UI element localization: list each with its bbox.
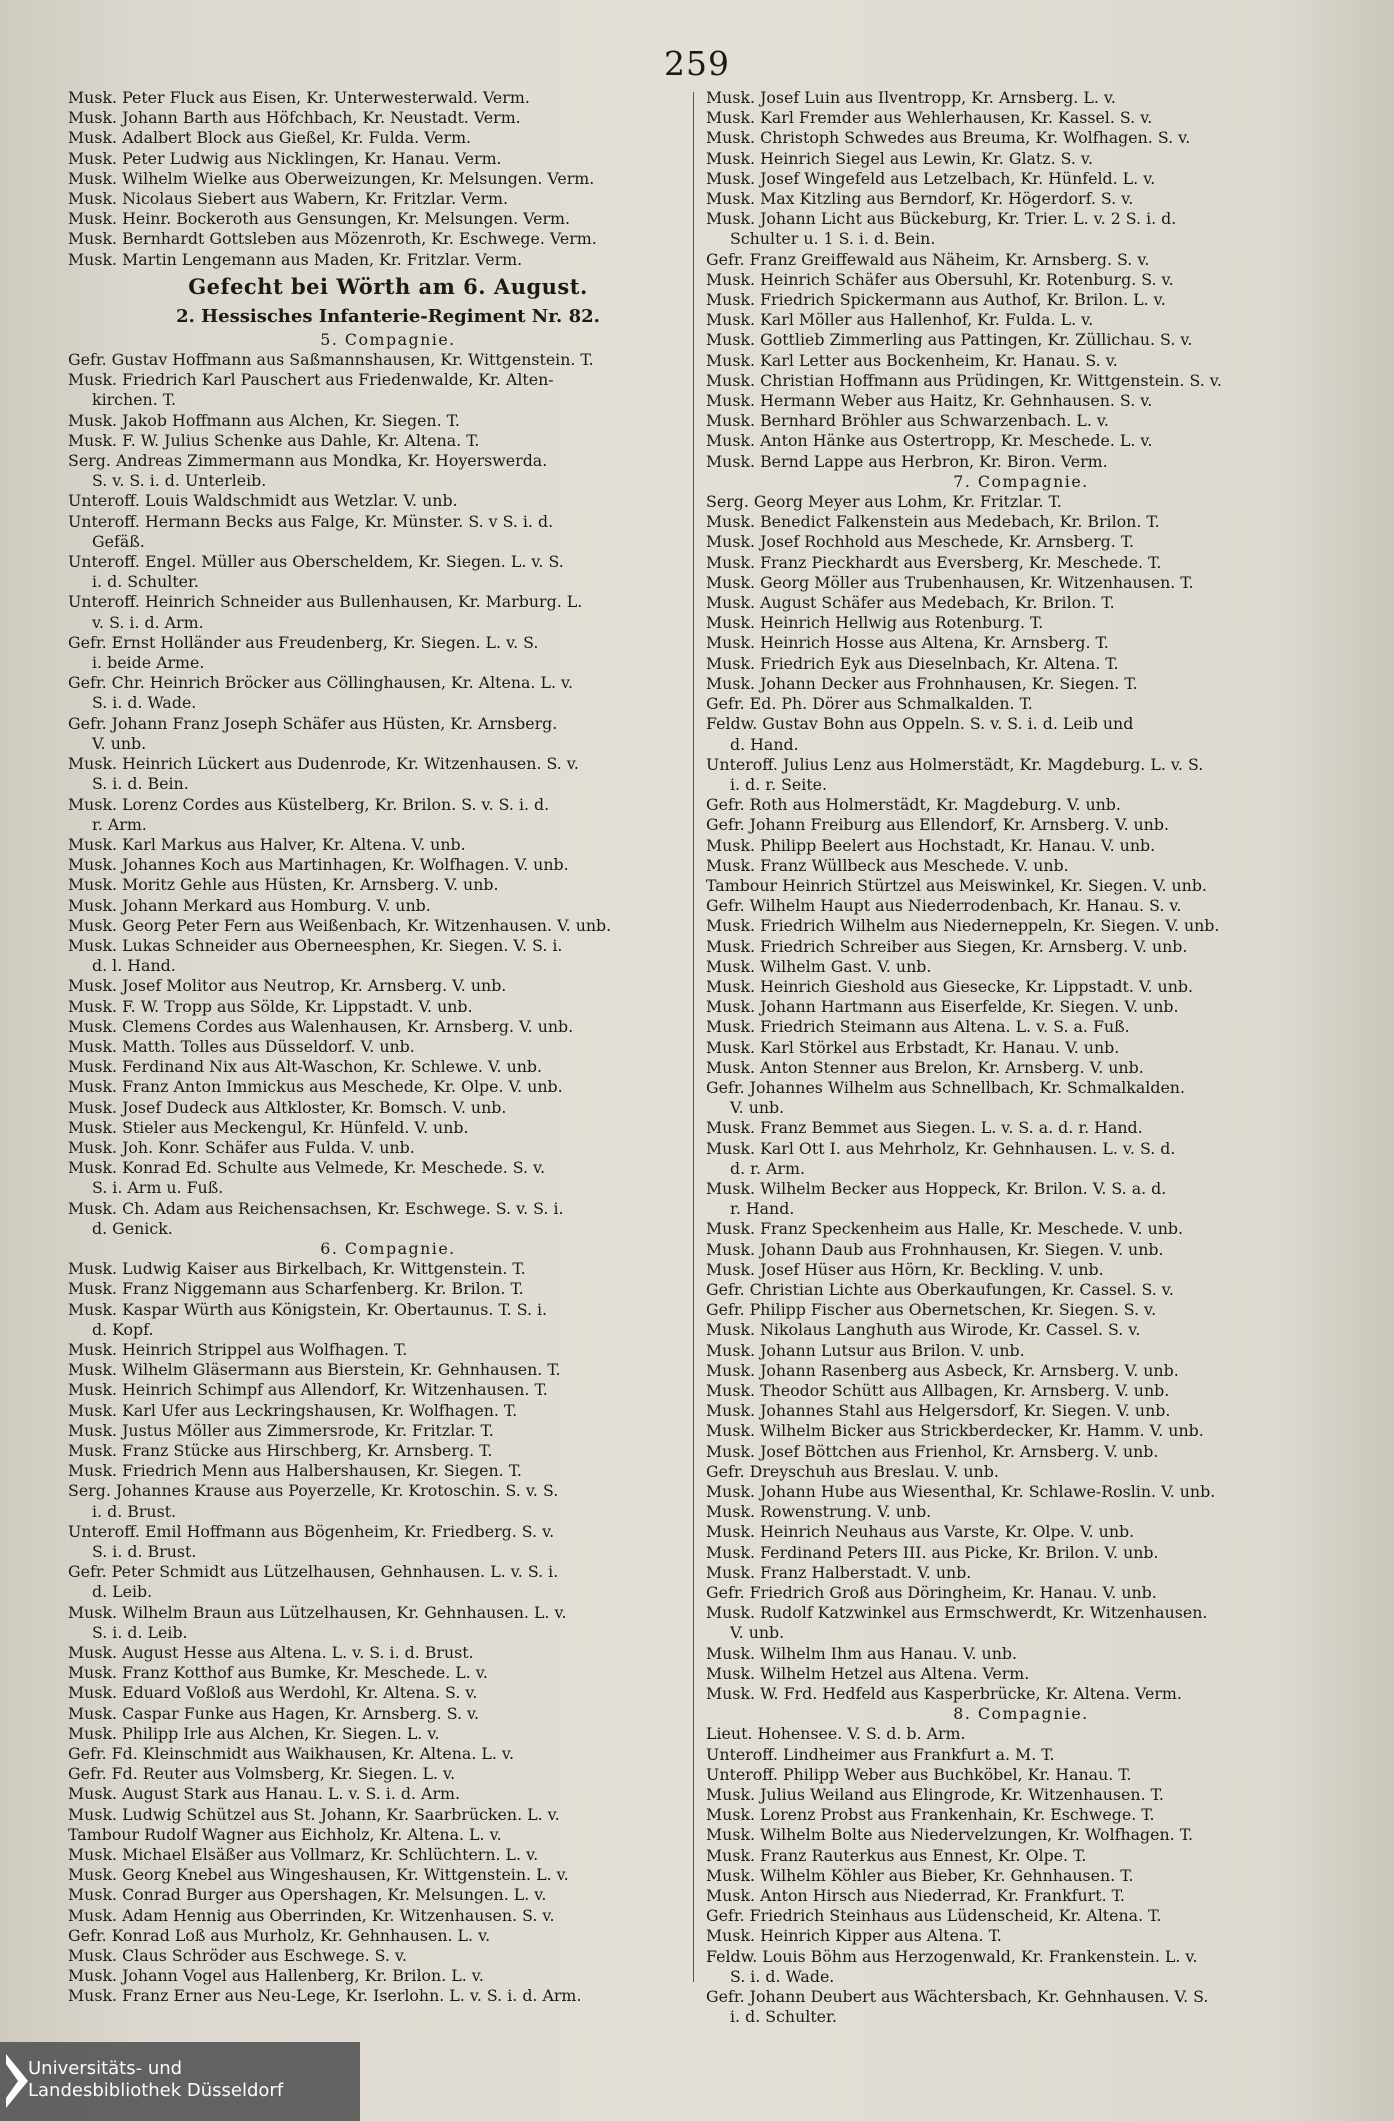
list-entry: Musk. Johann Vogel aus Hallenberg, Kr. Brilon. L. v.	[68, 1966, 484, 1986]
list-entry: Serg. Andreas Zimmermann aus Mondka, Kr. Hoyerswerda.	[68, 451, 548, 471]
list-entry: Musk. Max Kitzling aus Berndorf, Kr. Högerdorf. S. v.	[706, 189, 1134, 209]
list-entry: Serg. Johannes Krause aus Poyerzelle, Kr. Krotoschin. S. v. S.	[68, 1481, 559, 1501]
list-entry-continuation: d. Leib.	[92, 1582, 153, 1602]
list-entry: Musk. Wilhelm Braun aus Lützelhausen, Kr. Gehnhausen. L. v.	[68, 1602, 567, 1622]
list-entry: Musk. August Stark aus Hanau. L. v. S. i. d. Arm.	[68, 1784, 461, 1804]
list-entry: Musk. Eduard Voßloß aus Werdohl, Kr. Altena. S. v.	[68, 1683, 478, 1703]
list-entry: Musk. Josef Rochhold aus Meschede, Kr. Arnsberg. T.	[706, 532, 1135, 552]
list-entry: Musk. Friedrich Wilhelm aus Niederneppeln, Kr. Siegen. V. unb.	[706, 916, 1220, 936]
list-entry: Musk. Moritz Gehle aus Hüsten, Kr. Arnsberg. V. unb.	[68, 875, 499, 895]
list-entry: Musk. Heinrich Siegel aus Lewin, Kr. Glatz. S. v.	[706, 148, 1094, 168]
list-entry: Musk. Franz Pieckhardt aus Eversberg, Kr. Meschede. T.	[706, 552, 1162, 572]
list-entry: Musk. Anton Hänke aus Ostertropp, Kr. Meschede. L. v.	[706, 431, 1153, 451]
list-entry: Musk. Heinrich Lückert aus Dudenrode, Kr. Witzenhausen. S. v.	[68, 754, 579, 774]
list-entry: Gefr. Wilhelm Haupt aus Niederrodenbach, Kr. Hanau. S. v.	[706, 896, 1182, 916]
list-entry: Unteroff. Lindheimer aus Frankfurt a. M. T.	[706, 1744, 1055, 1764]
list-entry: Musk. Jakob Hoffmann aus Alchen, Kr. Siegen. T.	[68, 410, 460, 430]
list-entry: Musk. Josef Luin aus Ilventropp, Kr. Arnsberg. L. v.	[706, 88, 1116, 107]
list-entry-continuation: i. d. r. Seite.	[730, 774, 828, 794]
right-column	[706, 88, 1336, 2028]
list-entry: Musk. Friedrich Karl Pauschert aus Friedenwalde, Kr. Alten-	[68, 370, 554, 390]
list-entry: Musk. Karl Störkel aus Erbstadt, Kr. Hanau. V. unb.	[706, 1037, 1120, 1057]
list-entry: Gefr. Ed. Ph. Dörer aus Schmalkalden. T.	[706, 694, 1033, 714]
list-entry: Musk. Heinrich Neuhaus aus Varste, Kr. Olpe. V. unb.	[706, 1522, 1135, 1542]
ulb-logo-icon	[4, 2054, 28, 2108]
list-entry: Musk. Ch. Adam aus Reichensachsen, Kr. Eschwege. S. v. S. i.	[68, 1198, 564, 1218]
list-entry: Musk. Franz Kotthof aus Bumke, Kr. Meschede. L. v.	[68, 1663, 488, 1683]
column-divider	[693, 92, 694, 1982]
list-entry-continuation: V. unb.	[730, 1098, 785, 1118]
list-entry: Musk. Georg Peter Fern aus Weißenbach, Kr. Witzenhausen. V. unb.	[68, 915, 612, 935]
list-entry: Musk. Ludwig Kaiser aus Birkelbach, Kr. Wittgenstein. T.	[68, 1259, 526, 1279]
list-entry: Musk. Karl Möller aus Hallenhof, Kr. Fulda. L. v.	[706, 310, 1094, 330]
list-entry: Musk. Johann Hartmann aus Eiserfelde, Kr. Siegen. V. unb.	[706, 997, 1179, 1017]
list-entry: Musk. Wilhelm Bicker aus Strickberdecker, Kr. Hamm. V. unb.	[706, 1421, 1204, 1441]
list-entry: Musk. Heinrich Strippel aus Wolfhagen. T.	[68, 1339, 408, 1359]
list-entry: Musk. Johann Daub aus Frohnhausen, Kr. Siegen. V. unb.	[706, 1239, 1164, 1259]
list-entry-continuation: V. unb.	[730, 1623, 785, 1643]
library-watermark	[0, 2042, 360, 2121]
list-entry-continuation: S. i. d. Bein.	[92, 774, 189, 794]
list-entry: Musk. Heinrich Schimpf aus Allendorf, Kr. Witzenhausen. T.	[68, 1380, 548, 1400]
list-entry-continuation: d. l. Hand.	[92, 956, 176, 976]
regiment-heading: 2. Hessisches Infanterie-Regiment Nr. 82.	[176, 305, 600, 327]
list-entry: Musk. Ferdinand Peters III. aus Picke, Kr. Brilon. V. unb.	[706, 1542, 1159, 1562]
list-entry-continuation: i. d. Brust.	[92, 1501, 177, 1521]
list-entry: Musk. Johann Lutsur aus Brilon. V. unb.	[706, 1340, 1025, 1360]
list-entry: Musk. Anton Hirsch aus Niederrad, Kr. Frankfurt. T.	[706, 1886, 1125, 1906]
list-entry: Unteroff. Louis Waldschmidt aus Wetzlar. V. unb.	[68, 491, 458, 511]
list-entry: Musk. Conrad Burger aus Opershagen, Kr. Melsungen. L. v.	[68, 1885, 547, 1905]
list-entry: Gefr. Johann Franz Joseph Schäfer aus Hüsten, Kr. Arnsberg.	[68, 713, 558, 733]
list-entry-continuation: d. Genick.	[92, 1218, 173, 1238]
list-entry: Musk. Friedrich Schreiber aus Siegen, Kr. Arnsberg. V. unb.	[706, 936, 1188, 956]
list-entry: Musk. Josef Molitor aus Neutrop, Kr. Arnsberg. V. unb.	[68, 976, 507, 996]
list-entry: Musk. F. W. Julius Schenke aus Dahle, Kr. Altena. T.	[68, 430, 480, 450]
list-entry: Musk. Adam Hennig aus Oberrinden, Kr. Witzenhausen. S. v.	[68, 1905, 555, 1925]
list-entry-continuation: S. i. d. Wade.	[730, 1966, 835, 1986]
list-entry-continuation: i. d. Schulter.	[730, 2007, 837, 2027]
list-entry: Musk. Wilhelm Köhler aus Bieber, Kr. Gehnhausen. T.	[706, 1865, 1134, 1885]
list-entry: Musk. Karl Fremder aus Wehlerhausen, Kr. Kassel. S. v.	[706, 108, 1153, 128]
list-entry: Tambour Rudolf Wagner aus Eichholz, Kr. Altena. L. v.	[68, 1824, 502, 1844]
list-entry: Gefr. Konrad Loß aus Murholz, Kr. Gehnhausen. L. v.	[68, 1925, 491, 1945]
list-entry: Musk. Georg Möller aus Trubenhausen, Kr. Witzenhausen. T.	[706, 572, 1194, 592]
list-entry: Musk. Wilhelm Hetzel aus Altena. Verm.	[706, 1663, 1030, 1683]
list-entry: Musk. Friedrich Spickermann aus Authof, Kr. Brilon. L. v.	[706, 290, 1166, 310]
list-entry: Unteroff. Julius Lenz aus Holmerstädt, Kr. Magdeburg. L. v. S.	[706, 754, 1204, 774]
list-entry: Musk. Matth. Tolles aus Düsseldorf. V. unb.	[68, 1036, 415, 1056]
list-entry: Musk. Johann Barth aus Höfchbach, Kr. Neustadt. Verm.	[68, 108, 521, 128]
list-entry: Serg. Georg Meyer aus Lohm, Kr. Fritzlar. T.	[706, 492, 1062, 512]
list-entry: Musk. Karl Ott I. aus Mehrholz, Kr. Gehnhausen. L. v. S. d.	[706, 1138, 1176, 1158]
list-entry: Lieut. Hohensee. V. S. d. b. Arm.	[706, 1724, 966, 1744]
list-entry: Musk. Franz Niggemann aus Scharfenberg. Kr. Brilon. T.	[68, 1279, 524, 1299]
list-entry: Musk. Franz Halberstadt. V. unb.	[706, 1562, 972, 1582]
list-entry: Unteroff. Engel. Müller aus Oberscheldem, Kr. Siegen. L. v. S.	[68, 552, 564, 572]
watermark-text	[28, 2058, 283, 2102]
list-entry: Musk. Wilhelm Wielke aus Oberweizungen, Kr. Melsungen. Verm.	[68, 168, 595, 188]
list-entry-continuation: i. d. Schulter.	[92, 572, 199, 592]
list-entry: Musk. Josef Wingefeld aus Letzelbach, Kr. Hünfeld. L. v.	[706, 168, 1156, 188]
list-entry: Gefr. Gustav Hoffmann aus Saßmannshausen, Kr. Wittgenstein. T.	[68, 350, 594, 370]
list-entry: Musk. Michael Elsäßer aus Vollmarz, Kr. Schlüchtern. L. v.	[68, 1845, 539, 1865]
list-entry: Musk. Johann Merkard aus Homburg. V. unb.	[68, 895, 431, 915]
left-column	[68, 88, 708, 2007]
watermark-line-2: Landesbibliothek Düsseldorf	[28, 2080, 284, 2101]
list-entry: Gefr. Ernst Holländer aus Freudenberg, Kr. Siegen. L. v. S.	[68, 632, 539, 652]
list-entry: Musk. Lukas Schneider aus Oberneesphen, Kr. Siegen. V. S. i.	[68, 935, 563, 955]
list-entry-continuation: S. i. d. Brust.	[92, 1542, 197, 1562]
list-entry: Musk. Stieler aus Meckengul, Kr. Hünfeld. V. unb.	[68, 1117, 469, 1137]
list-entry: Musk. Christoph Schwedes aus Breuma, Kr. Wolfhagen. S. v.	[706, 128, 1191, 148]
list-entry: Musk. Franz Wüllbeck aus Meschede. V. unb.	[706, 855, 1069, 875]
list-entry: Gefr. Christian Lichte aus Oberkaufungen, Kr. Cassel. S. v.	[706, 1279, 1174, 1299]
list-entry-continuation: r. Arm.	[92, 814, 147, 834]
list-entry: Unteroff. Philipp Weber aus Buchköbel, Kr. Hanau. T.	[706, 1764, 1132, 1784]
list-entry: Musk. Ferdinand Nix aus Alt-Waschon, Kr. Schlewe. V. unb.	[68, 1057, 543, 1077]
list-entry: Musk. Adalbert Block aus Gießel, Kr. Fulda. Verm.	[68, 128, 472, 148]
list-entry: Musk. Franz Anton Immickus aus Meschede, Kr. Olpe. V. unb.	[68, 1077, 563, 1097]
list-entry: Musk. Bernhardt Gottsleben aus Mözenroth, Kr. Eschwege. Verm.	[68, 229, 597, 249]
section-heading: Gefecht bei Wörth am 6. August.	[188, 273, 588, 299]
list-entry: Gefr. Johann Deubert aus Wächtersbach, Kr. Gehnhausen. V. S.	[706, 1987, 1209, 2007]
list-entry: Musk. Nicolaus Siebert aus Wabern, Kr. Fritzlar. Verm.	[68, 189, 508, 209]
list-entry: Musk. Heinrich Hellwig aus Rotenburg. T.	[706, 613, 1044, 633]
list-entry-continuation: d. Hand.	[730, 734, 799, 754]
list-entry: Musk. Johannes Koch aus Martinhagen, Kr. Wolfhagen. V. unb.	[68, 855, 569, 875]
list-entry: Musk. Franz Speckenheim aus Halle, Kr. Meschede. V. unb.	[706, 1219, 1184, 1239]
list-entry: Gefr. Roth aus Holmerstädt, Kr. Magdeburg. V. unb.	[706, 795, 1121, 815]
list-entry: Musk. Konrad Ed. Schulte aus Velmede, Kr. Meschede. S. v.	[68, 1158, 546, 1178]
list-entry-continuation: i. beide Arme.	[92, 653, 205, 673]
list-entry: Musk. Gottlieb Zimmerling aus Pattingen, Kr. Züllichau. S. v.	[706, 330, 1193, 350]
list-entry: Musk. Claus Schröder aus Eschwege. S. v.	[68, 1946, 407, 1966]
list-entry: Musk. Martin Lengemann aus Maden, Kr. Fritzlar. Verm.	[68, 249, 523, 269]
company-heading: 5. Compagnie.	[320, 329, 456, 349]
list-entry: Gefr. Johann Freiburg aus Ellendorf, Kr. Arnsberg. V. unb.	[706, 815, 1169, 835]
list-entry: Musk. Bernhard Bröhler aus Schwarzenbach. L. v.	[706, 411, 1109, 431]
list-entry: Musk. Wilhelm Gast. V. unb.	[706, 956, 932, 976]
list-entry: Musk. Bernd Lappe aus Herbron, Kr. Biron. Verm.	[706, 451, 1108, 471]
list-entry: Tambour Heinrich Stürtzel aus Meiswinkel, Kr. Siegen. V. unb.	[706, 875, 1207, 895]
list-entry-continuation: r. Hand.	[730, 1199, 795, 1219]
list-entry: Musk. Josef Böttchen aus Frienhol, Kr. Arnsberg. V. unb.	[706, 1441, 1159, 1461]
list-entry: Musk. Hermann Weber aus Haitz, Kr. Gehnhausen. S. v.	[706, 391, 1153, 411]
list-entry: Unteroff. Emil Hoffmann aus Bögenheim, Kr. Friedberg. S. v.	[68, 1521, 555, 1541]
list-entry: Musk. Caspar Funke aus Hagen, Kr. Arnsberg. S. v.	[68, 1703, 480, 1723]
list-entry: Gefr. Friedrich Groß aus Döringheim, Kr. Hanau. V. unb.	[706, 1583, 1157, 1603]
list-entry-continuation: d. Kopf.	[92, 1319, 154, 1339]
list-entry: Feldw. Gustav Bohn aus Oppeln. S. v. S. i. d. Leib und	[706, 714, 1134, 734]
list-entry: Musk. W. Frd. Hedfeld aus Kasperbrücke, Kr. Altena. Verm.	[706, 1684, 1182, 1704]
list-entry: Musk. Franz Rauterkus aus Ennest, Kr. Olpe. T.	[706, 1845, 1087, 1865]
list-entry: Musk. Karl Markus aus Halver, Kr. Altena. V. unb.	[68, 834, 466, 854]
list-entry: Musk. Julius Weiland aus Elingrode, Kr. Witzenhausen. T.	[706, 1785, 1164, 1805]
list-entry: Musk. Friedrich Menn aus Halbershausen, Kr. Siegen. T.	[68, 1461, 522, 1481]
list-entry: Musk. Johann Rasenberg aus Asbeck, Kr. Arnsberg. V. unb.	[706, 1360, 1179, 1380]
list-entry: Feldw. Louis Böhm aus Herzogenwald, Kr. Frankenstein. L. v.	[706, 1946, 1198, 1966]
list-entry: Musk. Kaspar Würth aus Königstein, Kr. Obertaunus. T. S. i.	[68, 1299, 548, 1319]
list-entry: Musk. Justus Möller aus Zimmersrode, Kr. Fritzlar. T.	[68, 1420, 494, 1440]
list-entry: Musk. Franz Bemmet aus Siegen. L. v. S. a. d. r. Hand.	[706, 1118, 1143, 1138]
list-entry: Musk. Johann Hube aus Wiesenthal, Kr. Schlawe-Roslin. V. unb.	[706, 1482, 1216, 1502]
list-entry: Musk. August Hesse aus Altena. L. v. S. i. d. Brust.	[68, 1643, 474, 1663]
list-entry-continuation: V. unb.	[92, 733, 147, 753]
list-entry-continuation: v. S. i. d. Arm.	[92, 612, 204, 632]
list-entry: Musk. Johann Licht aus Bückeburg, Kr. Trier. L. v. 2 S. i. d.	[706, 209, 1177, 229]
list-entry-continuation: S. i. d. Leib.	[92, 1622, 188, 1642]
list-entry: Musk. Friedrich Eyk aus Dieselnbach, Kr. Altena. T.	[706, 653, 1119, 673]
list-entry: Musk. Philipp Beelert aus Hochstadt, Kr. Hanau. V. unb.	[706, 835, 1156, 855]
list-entry: Unteroff. Heinrich Schneider aus Bullenhausen, Kr. Marburg. L.	[68, 592, 583, 612]
list-entry: Musk. Benedict Falkenstein aus Medebach, Kr. Brilon. T.	[706, 512, 1160, 532]
list-entry: Musk. Clemens Cordes aus Walenhausen, Kr. Arnsberg. V. unb.	[68, 1016, 574, 1036]
list-entry: Musk. Lorenz Probst aus Frankenhain, Kr. Eschwege. T.	[706, 1805, 1155, 1825]
list-entry: Musk. Ludwig Schützel aus St. Johann, Kr. Saarbrücken. L. v.	[68, 1804, 560, 1824]
company-heading: 7. Compagnie.	[953, 471, 1089, 491]
list-entry: Musk. Nikolaus Langhuth aus Wirode, Kr. Cassel. S. v.	[706, 1320, 1141, 1340]
list-entry-continuation: kirchen. T.	[92, 390, 176, 410]
list-entry: Musk. Heinrich Gieshold aus Giesecke, Kr. Lippstadt. V. unb.	[706, 976, 1194, 996]
list-entry: Musk. Georg Knebel aus Wingeshausen, Kr. Wittgenstein. L. v.	[68, 1865, 569, 1885]
watermark-line-1: Universitäts- und	[28, 2058, 183, 2079]
company-heading: 8. Compagnie.	[953, 1704, 1089, 1724]
list-entry: Musk. Johann Decker aus Frohnhausen, Kr. Siegen. T.	[706, 673, 1138, 693]
list-entry: Gefr. Philipp Fischer aus Obernetschen, Kr. Siegen. S. v.	[706, 1300, 1157, 1320]
list-entry: Gefr. Peter Schmidt aus Lützelhausen, Gehnhausen. L. v. S. i.	[68, 1562, 559, 1582]
page-number: 259	[664, 44, 730, 83]
list-entry: Musk. Wilhelm Bolte aus Niedervelzungen, Kr. Wolfhagen. T.	[706, 1825, 1193, 1845]
list-entry: Gefr. Friedrich Steinhaus aus Lüdenscheid, Kr. Altena. T.	[706, 1906, 1162, 1926]
list-entry: Musk. Wilhelm Becker aus Hoppeck, Kr. Brilon. V. S. a. d.	[706, 1178, 1167, 1198]
list-entry: Musk. Peter Fluck aus Eisen, Kr. Unterwesterwald. Verm.	[68, 88, 530, 107]
list-entry: Musk. Franz Stücke aus Hirschberg, Kr. Arnsberg. T.	[68, 1441, 493, 1460]
list-entry: Gefr. Johannes Wilhelm aus Schnellbach, Kr. Schmalkalden.	[706, 1077, 1186, 1097]
list-entry: Musk. Josef Dudeck aus Altkloster, Kr. Bomsch. V. unb.	[68, 1097, 507, 1117]
list-entry: Gefr. Fd. Reuter aus Volmsberg, Kr. Siegen. L. v.	[68, 1764, 456, 1784]
list-entry: Musk. Rudolf Katzwinkel aus Ermschwerdt, Kr. Witzenhausen.	[706, 1603, 1208, 1623]
list-entry: Musk. Joh. Konr. Schäfer aus Fulda. V. unb.	[68, 1137, 415, 1157]
list-entry-continuation: S. i. d. Wade.	[92, 693, 197, 713]
list-entry: Musk. Peter Ludwig aus Nicklingen, Kr. Hanau. Verm.	[68, 148, 502, 168]
list-entry: Musk. F. W. Tropp aus Sölde, Kr. Lippstadt. V. unb.	[68, 996, 473, 1016]
list-entry: Gefr. Chr. Heinrich Bröcker aus Cöllinghausen, Kr. Altena. L. v.	[68, 673, 574, 693]
list-entry: Musk. Anton Stenner aus Brelon, Kr. Arnsberg. V. unb.	[706, 1057, 1144, 1077]
list-entry-continuation: d. r. Arm.	[730, 1158, 805, 1178]
list-entry: Musk. Friedrich Steimann aus Altena. L. v. S. a. Fuß.	[706, 1017, 1130, 1037]
list-entry-continuation: S. v. S. i. d. Unterleib.	[92, 471, 267, 491]
list-entry: Musk. Franz Erner aus Neu-Lege, Kr. Iserlohn. L. v. S. i. d. Arm.	[68, 1986, 582, 2006]
list-entry-continuation: Gefäß.	[92, 531, 145, 551]
list-entry: Musk. Wilhelm Gläsermann aus Bierstein, Kr. Gehnhausen. T.	[68, 1360, 561, 1380]
list-entry: Musk. Karl Letter aus Bockenheim, Kr. Hanau. S. v.	[706, 350, 1118, 370]
list-entry: Musk. Christian Hoffmann aus Prüdingen, Kr. Wittgenstein. S. v.	[706, 370, 1222, 390]
list-entry: Musk. Theodor Schütt aus Allbagen, Kr. Arnsberg. V. unb.	[706, 1381, 1170, 1400]
list-entry: Musk. Heinr. Bockeroth aus Gensungen, Kr. Melsungen. Verm.	[68, 209, 570, 229]
list-entry: Musk. Heinrich Schäfer aus Obersuhl, Kr. Rotenburg. S. v.	[706, 269, 1174, 289]
list-entry: Gefr. Fd. Kleinschmidt aus Waikhausen, Kr. Altena. L. v.	[68, 1744, 514, 1764]
list-entry-continuation: Schulter u. 1 S. i. d. Bein.	[730, 229, 936, 249]
list-entry: Musk. Karl Ufer aus Leckringshausen, Kr. Wolfhagen. T.	[68, 1400, 518, 1420]
list-entry: Gefr. Franz Greiffewald aus Näheim, Kr. Arnsberg. S. v.	[706, 249, 1150, 269]
list-entry: Musk. Heinrich Kipper aus Altena. T.	[706, 1926, 1002, 1946]
list-entry: Musk. Josef Hüser aus Hörn, Kr. Beckling. V. unb.	[706, 1259, 1104, 1279]
list-entry: Musk. Johannes Stahl aus Helgersdorf, Kr. Siegen. V. unb.	[706, 1401, 1171, 1421]
list-entry: Musk. Heinrich Hosse aus Altena, Kr. Arnsberg. T.	[706, 633, 1109, 653]
list-entry: Musk. August Schäfer aus Medebach, Kr. Brilon. T.	[706, 593, 1115, 613]
company-heading: 6. Compagnie.	[320, 1238, 456, 1258]
list-entry: Musk. Wilhelm Ihm aus Hanau. V. unb.	[706, 1643, 1018, 1663]
list-entry: Unteroff. Hermann Becks aus Falge, Kr. Münster. S. v S. i. d.	[68, 511, 554, 531]
list-entry: Musk. Philipp Irle aus Alchen, Kr. Siegen. L. v.	[68, 1723, 440, 1743]
list-entry: Musk. Rowenstrung. V. unb.	[706, 1502, 932, 1522]
list-entry-continuation: S. i. Arm u. Fuß.	[92, 1178, 224, 1198]
list-entry: Gefr. Dreyschuh aus Breslau. V. unb.	[706, 1461, 999, 1481]
list-entry: Musk. Lorenz Cordes aus Küstelberg, Kr. Brilon. S. v. S. i. d.	[68, 794, 550, 814]
